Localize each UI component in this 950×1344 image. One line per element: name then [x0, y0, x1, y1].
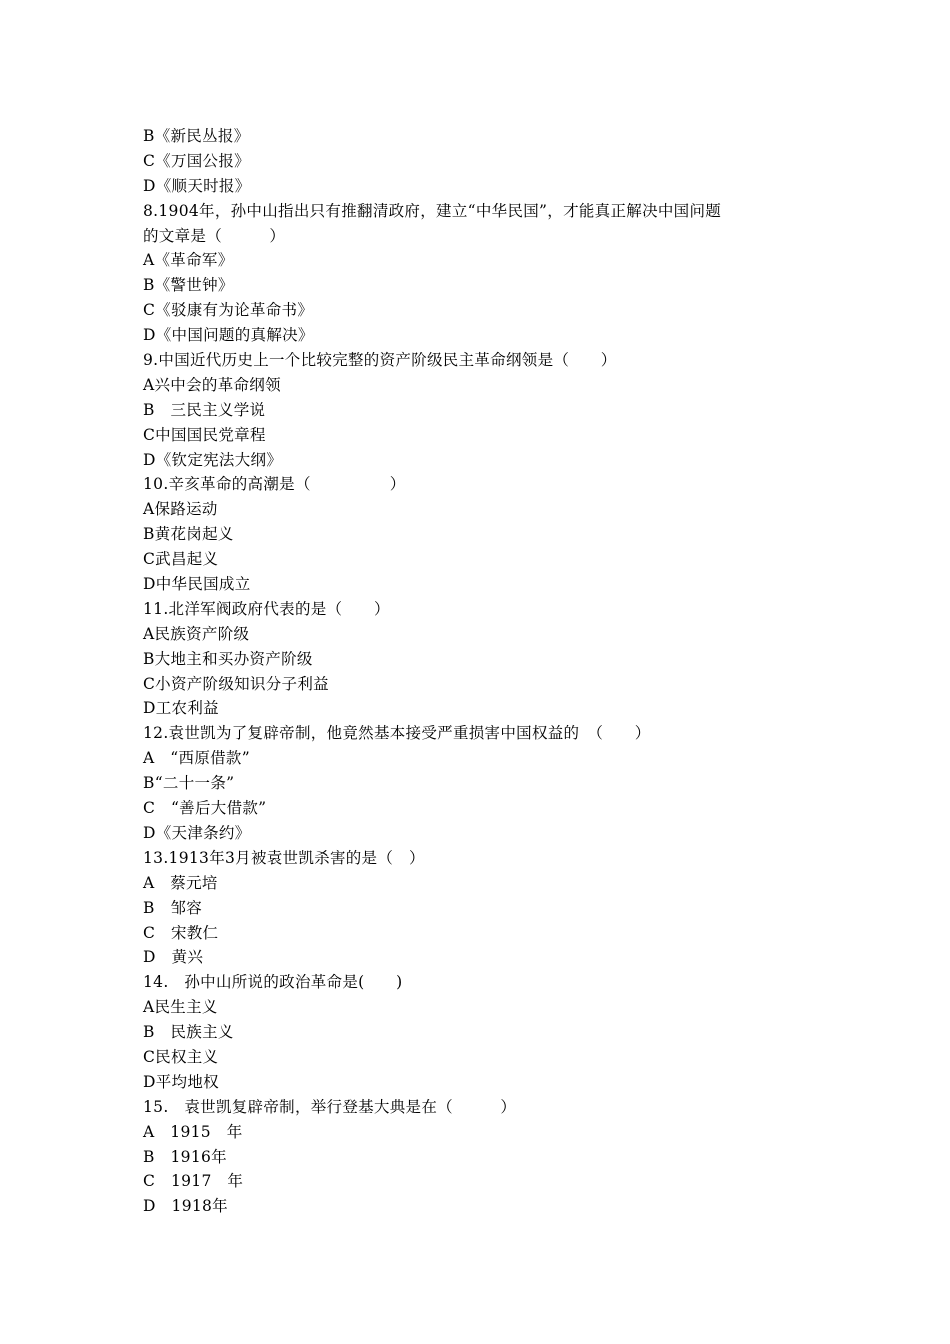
question-15: 15. 袁世凯复辟帝制，举行登基大典是在（ ）: [143, 1097, 517, 1116]
question-8-continued: 的文章是（ ）: [143, 226, 286, 245]
question-8: 8.1904年，孙中山指出只有推翻清政府，建立“中华民国”，才能真正解决中国问题: [143, 201, 722, 220]
option-line: D 黄兴: [143, 948, 204, 967]
option-line: D平均地权: [143, 1072, 219, 1091]
option-line: B 邹容: [143, 898, 203, 917]
option-line: D《天津条约》: [143, 823, 251, 842]
question-12: 12.袁世凯为了复辟帝制，他竟然基本接受严重损害中国权益的 （ ）: [143, 724, 651, 743]
question-11: 11.北洋军阀政府代表的是（ ）: [143, 599, 390, 618]
option-line: A保路运动: [143, 500, 218, 519]
option-line: B《新民丛报》: [143, 127, 250, 145]
option-line: A民族资产阶级: [143, 624, 250, 643]
question-14: 14. 孙中山所说的政治革命是( ): [143, 973, 403, 992]
option-line: A《革命军》: [143, 251, 234, 270]
option-line: C “善后大借款”: [143, 799, 267, 818]
option-line: C武昌起义: [143, 550, 219, 569]
option-line: B 三民主义学说: [143, 400, 266, 419]
option-line: B 1916年: [143, 1147, 227, 1166]
option-line: C《驳康有为论革命书》: [143, 301, 314, 320]
option-line: D 1918年: [143, 1197, 228, 1216]
option-line: C民权主义: [143, 1047, 219, 1066]
option-line: B 民族主义: [143, 1023, 234, 1042]
option-line: A民生主义: [143, 998, 218, 1017]
option-line: C中国国民党章程: [143, 425, 266, 444]
option-line: C 宋教仁: [143, 923, 219, 942]
option-line: D《顺天时报》: [143, 176, 251, 195]
option-line: D《中国问题的真解决》: [143, 326, 314, 345]
question-9: 9.中国近代历史上一个比较完整的资产阶级民主革命纲领是（ ）: [143, 351, 617, 370]
option-line: A “西原借款”: [143, 749, 250, 768]
option-line: C小资产阶级知识分子利益: [143, 674, 329, 693]
option-line: A 蔡元培: [143, 873, 218, 892]
option-line: C《万国公报》: [143, 151, 250, 170]
question-10: 10.辛亥革命的高潮是（ ）: [143, 475, 406, 494]
option-line: B《警世钟》: [143, 276, 234, 295]
question-13: 13.1913年3月被袁世凯杀害的是（ ）: [143, 848, 425, 867]
option-line: C 1917 年: [143, 1172, 244, 1191]
question-list: [143, 124, 823, 1219]
option-line: B大地主和买办资产阶级: [143, 649, 313, 668]
option-line: D中华民国成立: [143, 575, 251, 594]
option-line: A 1915 年: [143, 1122, 243, 1141]
option-line: B黄花岗起义: [143, 525, 234, 544]
option-line: D《钦定宪法大纲》: [143, 450, 283, 469]
option-line: A兴中会的革命纲领: [143, 375, 281, 394]
option-line: B“二十一条”: [143, 774, 235, 793]
option-line: D工农利益: [143, 699, 219, 718]
